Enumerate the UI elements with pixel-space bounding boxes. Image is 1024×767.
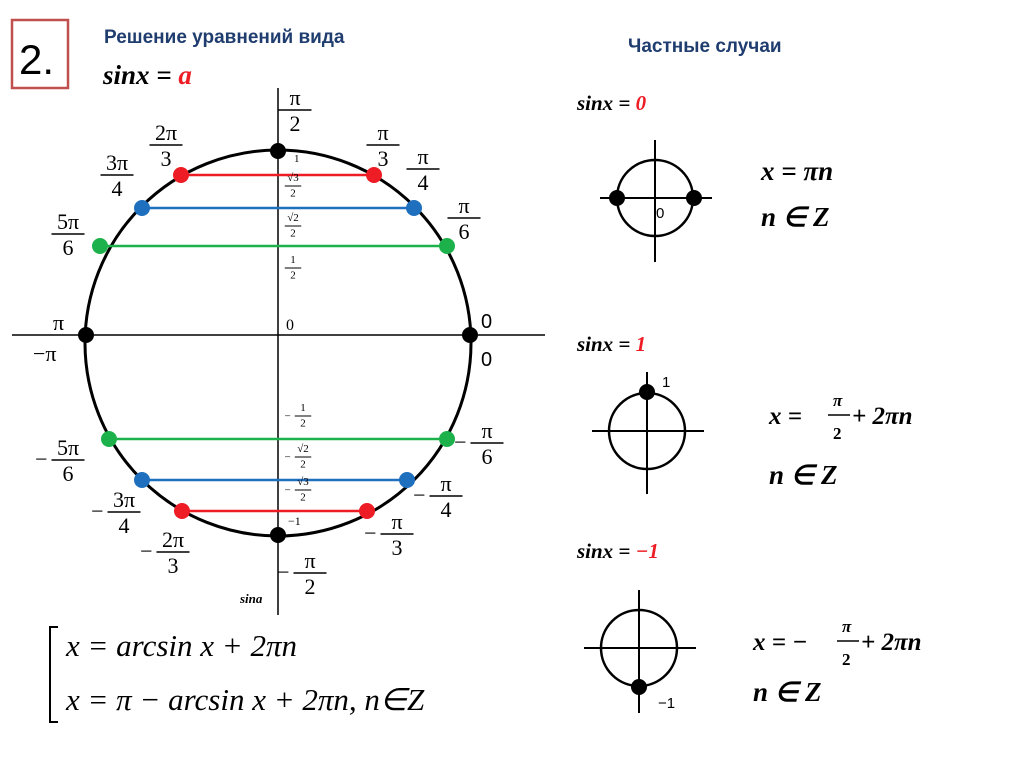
case-3-frac-den: 2 <box>842 650 851 669</box>
point-top <box>270 143 286 159</box>
point-neg5pi6 <box>101 431 117 447</box>
axis-value-bottom-0-sign: − <box>284 410 291 423</box>
axis-value-top-3 <box>285 254 302 281</box>
special-cases-title: Частные случаи <box>628 36 782 57</box>
label-lower-left-1-sign: − <box>91 498 104 524</box>
case-1-solution: x = πn <box>761 156 834 186</box>
axis-value-bottom-3: −1 <box>288 514 301 528</box>
point-left <box>78 327 94 343</box>
label-upper-left-0-num: 2π <box>154 120 178 145</box>
label-zero-top: 0 <box>481 311 493 333</box>
axis-value-bottom-2-num: √3 <box>297 476 309 488</box>
label-zero-bottom: 0 <box>481 349 493 371</box>
label-lower-right-1-num: π <box>440 471 452 496</box>
label-lower-right-0-num: π <box>481 418 493 443</box>
axis-value-bottom-2-sign: − <box>284 484 291 497</box>
label-lower-left-2-den: 3 <box>167 552 179 578</box>
case-2-equation: sinx = 1 <box>577 332 647 356</box>
angle-labels <box>35 85 503 599</box>
label-upper-left-2-num: 5π <box>56 209 80 234</box>
slide-number: 2. <box>19 36 55 83</box>
case-2-solution: x = <box>769 403 802 430</box>
main-equation-a: a <box>178 60 192 90</box>
label-lower-left-2-sign: − <box>140 538 153 564</box>
axis-value-top-0: 1 <box>294 153 300 165</box>
case-2-frac-num: π <box>833 391 843 410</box>
case-3-equation: sinx = −1 <box>577 539 659 563</box>
point-5pi6 <box>92 238 108 254</box>
axis-value-bottom-1-num: √2 <box>297 443 309 455</box>
case-1-domain: n ∈ Z <box>761 202 830 232</box>
label-lower-left-0 <box>35 435 84 486</box>
label-lower-right-0-den: 6 <box>481 443 493 469</box>
case-sin-0 <box>576 91 833 262</box>
point-negpi6 <box>439 431 455 447</box>
axis-value-bottom-2-den: 2 <box>300 491 306 504</box>
solution-line-2: x = π − arcsin x + 2πn, n∈Z <box>66 682 425 717</box>
axis-value-top-1 <box>285 172 302 199</box>
axis-value-bottom-1-den: 2 <box>300 458 306 471</box>
label-lower-right-1 <box>413 471 462 522</box>
axis-value-top-2-num: √2 <box>287 212 299 224</box>
solution-line-1: x = arcsin x + 2πn <box>66 628 297 663</box>
case-2-solution-suffix: + 2πn <box>852 403 913 430</box>
axis-value-top-2 <box>285 212 302 239</box>
label-upper-left-0 <box>150 120 183 171</box>
case-1-equation: sinx = 0 <box>577 91 647 115</box>
label-pi-over-2 <box>279 85 312 136</box>
axis-value-top-4: 0 <box>286 317 294 334</box>
label-lower-right-2-num: π <box>391 509 403 534</box>
label-upper-left-2 <box>52 209 85 260</box>
case-2-frac-den: 2 <box>833 424 842 443</box>
label-upper-left-0-den: 3 <box>160 145 172 171</box>
case-3-point-bottom <box>631 679 647 695</box>
axis-value-top-3-den: 2 <box>290 269 296 282</box>
label-lower-left-0-den: 6 <box>62 460 74 486</box>
label-upper-left-1 <box>101 150 134 201</box>
label-upper-left-1-den: 4 <box>111 175 123 201</box>
label-upper-left-2-den: 6 <box>62 234 74 260</box>
point-2pi3 <box>173 167 189 183</box>
point-bottom <box>270 527 286 543</box>
case-2-domain: n ∈ Z <box>769 460 838 490</box>
case-1-point-left <box>609 190 625 206</box>
label-neg-pi-over-2-sign: − <box>277 559 290 585</box>
axis-name-sina: sina <box>240 591 263 606</box>
axis-value-bottom-0 <box>285 402 312 429</box>
axis-value-bottom-1-sign: − <box>284 451 291 464</box>
axis-value-bottom-0-den: 2 <box>300 417 306 430</box>
solution-bracket <box>50 627 58 722</box>
label-lower-left-2 <box>140 527 189 578</box>
axis-value-bottom-0-num: 1 <box>300 402 306 414</box>
case-1-point-label: 0 <box>656 205 665 222</box>
label-lower-right-0 <box>454 418 503 469</box>
case-2-point-label: 1 <box>662 374 671 391</box>
case-sin-neg1 <box>576 539 922 713</box>
label-upper-right-2-den: 6 <box>458 218 470 244</box>
label-lower-left-2-num: 2π <box>161 527 185 552</box>
case-sin-1 <box>576 332 913 494</box>
label-upper-right-2 <box>448 193 481 244</box>
case-3-solution: x = − <box>753 629 808 656</box>
label-upper-right-0-num: π <box>377 120 389 145</box>
label-neg-pi-over-2-den: 2 <box>304 573 316 599</box>
label-lower-left-1-den: 4 <box>118 512 130 538</box>
label-pi-over-2-num: π <box>289 85 301 110</box>
label-upper-right-2-num: π <box>458 193 470 218</box>
label-upper-right-1-den: 4 <box>417 169 429 195</box>
label-lower-right-2-den: 3 <box>391 534 403 560</box>
point-negpi3 <box>359 503 375 519</box>
axis-value-top-1-den: 2 <box>290 187 296 200</box>
label-upper-left-1-num: 3π <box>105 150 129 175</box>
title: Решение уравнений вида <box>104 27 345 48</box>
case-3-point-label: −1 <box>658 695 676 712</box>
point-neg2pi3 <box>174 503 190 519</box>
label-neg-pi: −π <box>33 341 57 366</box>
label-upper-right-0 <box>367 120 400 171</box>
unit-circle <box>12 88 545 615</box>
axis-value-top-2-den: 2 <box>290 227 296 240</box>
label-neg-pi-over-2-num: π <box>304 548 316 573</box>
label-lower-left-0-sign: − <box>35 446 48 472</box>
point-pi4 <box>406 200 422 216</box>
case-1-point-right <box>686 190 702 206</box>
label-lower-left-0-num: 5π <box>56 435 80 460</box>
case-3-domain: n ∈ Z <box>753 677 822 707</box>
label-neg-pi-over-2 <box>277 548 326 599</box>
axis-value-bottom-1 <box>285 443 312 470</box>
case-2-point-top <box>639 384 655 400</box>
label-upper-right-1 <box>407 144 440 195</box>
point-neg3pi4 <box>134 472 150 488</box>
point-pi6 <box>439 238 455 254</box>
case-3-frac-num: π <box>842 617 852 636</box>
label-lower-right-1-sign: − <box>413 482 426 508</box>
label-pi-over-2-den: 2 <box>289 110 301 136</box>
point-3pi4 <box>134 200 150 216</box>
label-pi: π <box>53 310 65 335</box>
label-lower-right-2-sign: − <box>364 520 377 546</box>
main-equation-lhs: sinx = <box>103 60 179 90</box>
case-3-solution-suffix: + 2πn <box>861 629 922 656</box>
point-right <box>462 327 478 343</box>
general-solution <box>50 627 425 722</box>
label-lower-left-1-num: 3π <box>112 487 136 512</box>
axis-value-top-3-num: 1 <box>290 254 296 266</box>
label-upper-right-0-den: 3 <box>377 145 389 171</box>
main-equation <box>102 60 192 90</box>
axis-value-top-1-num: √3 <box>287 172 299 184</box>
label-upper-right-1-num: π <box>417 144 429 169</box>
label-lower-right-1-den: 4 <box>440 496 452 522</box>
label-lower-left-1 <box>91 487 140 538</box>
label-lower-right-0-sign: − <box>454 429 467 455</box>
